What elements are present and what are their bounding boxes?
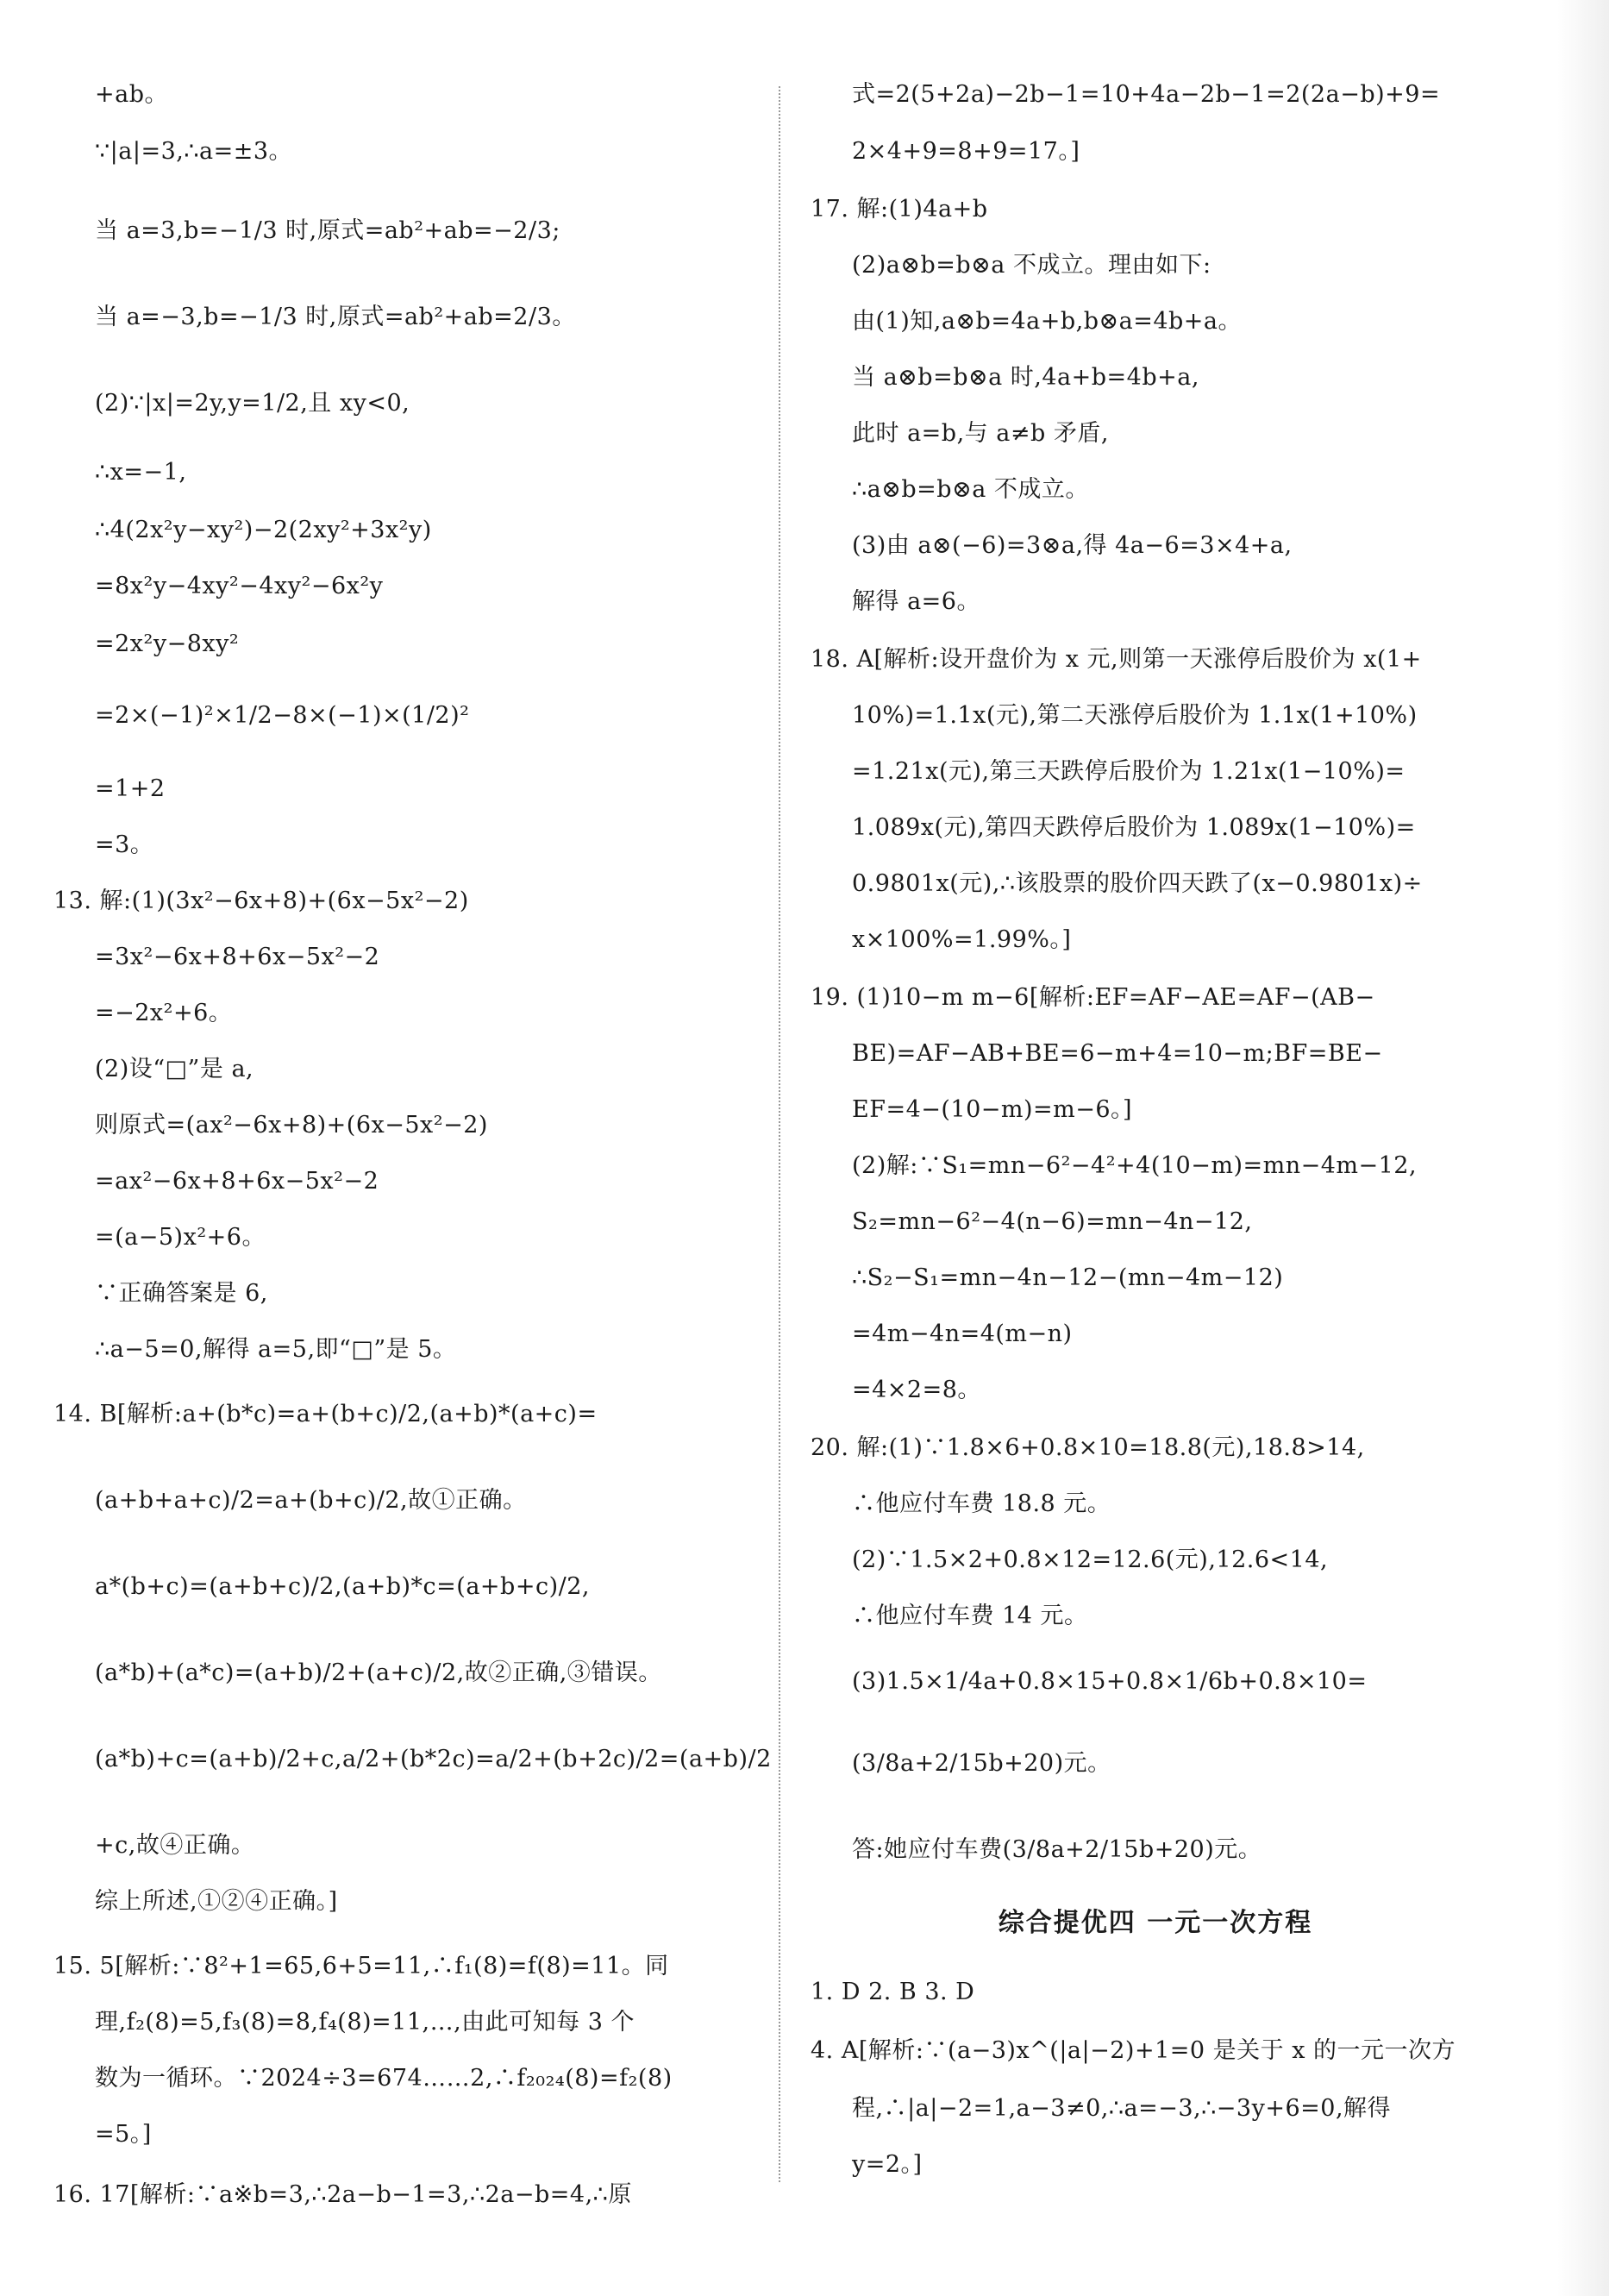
question-14: 14. B[解析:a+(b*c)=a+(b+c)/2,(a+b)*(a+c)= [53, 1401, 598, 1427]
text-line: =−2x²+6。 [95, 1000, 233, 1026]
section-title: 综合提优四 一元一次方程 [998, 1908, 1313, 1938]
text-line: 0.9801x(元),∴该股票的股价四天跌了(x−0.9801x)÷ [852, 870, 1423, 897]
text-line: 10%)=1.1x(元),第二天涨停后股价为 1.1x(1+10%) [852, 702, 1418, 729]
text-line: =4m−4n=4(m−n) [852, 1321, 1073, 1347]
text-line: BE)=AF−AB+BE=6−m+4=10−m;BF=BE− [852, 1040, 1383, 1067]
question-17: 17. 解:(1)4a+b [811, 196, 988, 223]
question-18: 18. A[解析:设开盘价为 x 元,则第一天涨停后股价为 x(1+ [811, 646, 1422, 673]
text-line: =3。 [95, 831, 154, 858]
text-line: =2×(−1)²×1/2−8×(−1)×(1/2)² [95, 702, 470, 729]
question-4: 4. A[解析:∵(a−3)x^(|a|−2)+1=0 是关于 x 的一元一次方 [811, 2037, 1456, 2064]
text-line: y=2。] [852, 2151, 923, 2178]
text-line: ∴a⊗b=b⊗a 不成立。 [852, 476, 1089, 503]
text-line: a*(b+c)=(a+b+c)/2,(a+b)*c=(a+b+c)/2, [95, 1573, 590, 1600]
text-line: (3)1.5×1/4a+0.8×15+0.8×1/6b+0.8×10= [852, 1668, 1368, 1695]
text-line: 数为一循环。∵2024÷3=674……2,∴f₂₀₂₄(8)=f₂(8) [95, 2065, 673, 2092]
text-line: =4×2=8。 [852, 1377, 981, 1403]
text-line: ∵正确答案是 6, [95, 1280, 268, 1307]
column-divider [779, 86, 780, 2182]
text-line: (3/8a+2/15b+20)元。 [852, 1750, 1111, 1777]
text-line: 当 a=3,b=−1/3 时,原式=ab²+ab=−2/3; [95, 217, 560, 244]
text-line: =1+2 [95, 775, 166, 802]
text-line: (2)设“□”是 a, [95, 1056, 254, 1082]
text-line: ∵|a|=3,∴a=±3。 [95, 138, 293, 165]
text-line: (2)解:∵S₁=mn−6²−4²+4(10−m)=mn−4m−12, [852, 1152, 1418, 1179]
text-line: (2)∵|x|=2y,y=1/2,且 xy<0, [95, 390, 410, 417]
text-line: 综上所述,①②④正确。] [95, 1888, 338, 1915]
text-line: S₂=mn−6²−4(n−6)=mn−4n−12, [852, 1208, 1253, 1235]
text-line: 由(1)知,a⊗b=4a+b,b⊗a=4b+a。 [852, 308, 1243, 335]
text-line: ∴4(2x²y−xy²)−2(2xy²+3x²y) [95, 517, 432, 543]
text-line: ∴a−5=0,解得 a=5,即“□”是 5。 [95, 1336, 457, 1363]
text-line: (3)由 a⊗(−6)=3⊗a,得 4a−6=3×4+a, [852, 532, 1293, 559]
text-line: +c,故④正确。 [95, 1832, 255, 1859]
text-line: 程,∴|a|−2=1,a−3≠0,∴a=−3,∴−3y+6=0,解得 [852, 2095, 1392, 2122]
text-line: EF=4−(10−m)=m−6。] [852, 1096, 1133, 1123]
text-line: =1.21x(元),第三天跌停后股价为 1.21x(1−10%)= [852, 758, 1406, 785]
text-line: =(a−5)x²+6。 [95, 1224, 266, 1251]
question-20: 20. 解:(1)∵1.8×6+0.8×10=18.8(元),18.8>14, [811, 1434, 1365, 1461]
text-line: 此时 a=b,与 a≠b 矛盾, [852, 420, 1109, 447]
text-line: (2)a⊗b=b⊗a 不成立。理由如下: [852, 252, 1211, 279]
text-line: +ab。 [95, 81, 169, 108]
text-line: 式=2(5+2a)−2b−1=10+4a−2b−1=2(2a−b)+9= [852, 81, 1441, 108]
text-line: 当 a=−3,b=−1/3 时,原式=ab²+ab=2/3。 [95, 304, 576, 330]
text-line: 当 a⊗b=b⊗a 时,4a+b=4b+a, [852, 364, 1199, 391]
question-13: 13. 解:(1)(3x²−6x+8)+(6x−5x²−2) [53, 888, 469, 914]
text-line: =ax²−6x+8+6x−5x²−2 [95, 1168, 379, 1195]
text-line: 解得 a=6。 [852, 588, 980, 615]
text-line: ∴他应付车费 18.8 元。 [852, 1490, 1111, 1517]
text-line: 理,f₂(8)=5,f₃(8)=8,f₄(8)=11,…,由此可知每 3 个 [95, 2009, 635, 2036]
page-edge [1557, 0, 1609, 2296]
text-line: x×100%=1.99%。] [852, 926, 1072, 953]
text-line: 2×4+9=8+9=17。] [852, 138, 1080, 165]
text-line: (a*b)+(a*c)=(a+b)/2+(a+c)/2,故②正确,③错误。 [95, 1659, 662, 1686]
text-line: ∴他应付车费 14 元。 [852, 1603, 1088, 1629]
text-line: ∴x=−1, [95, 459, 187, 486]
answers-1-3: 1. D 2. B 3. D [811, 1979, 975, 2005]
text-line: (a+b+a+c)/2=a+(b+c)/2,故①正确。 [95, 1487, 527, 1514]
question-16: 16. 17[解析:∵a※b=3,∴2a−b−1=3,∴2a−b=4,∴原 [53, 2181, 632, 2208]
text-line: =3x²−6x+8+6x−5x²−2 [95, 944, 380, 970]
question-15: 15. 5[解析:∵8²+1=65,6+5=11,∴f₁(8)=f(8)=11。同 [53, 1953, 669, 1979]
text-line: 则原式=(ax²−6x+8)+(6x−5x²−2) [95, 1112, 488, 1139]
text-line: (a*b)+c=(a+b)/2+c,a/2+(b*2c)=a/2+(b+2c)/2=(a+b)/2 [95, 1746, 772, 1772]
text-line: 答:她应付车费(3/8a+2/15b+20)元。 [852, 1836, 1262, 1863]
text-line: 1.089x(元),第四天跌停后股价为 1.089x(1−10%)= [852, 814, 1416, 841]
question-19: 19. (1)10−m m−6[解析:EF=AF−AE=AF−(AB− [811, 984, 1375, 1011]
text-line: =2x²y−8xy² [95, 630, 240, 657]
text-line: ∴S₂−S₁=mn−4n−12−(mn−4m−12) [852, 1264, 1284, 1291]
text-line: =8x²y−4xy²−4xy²−6x²y [95, 573, 384, 599]
text-line: (2)∵1.5×2+0.8×12=12.6(元),12.6<14, [852, 1546, 1329, 1573]
text-line: =5。] [95, 2121, 152, 2148]
